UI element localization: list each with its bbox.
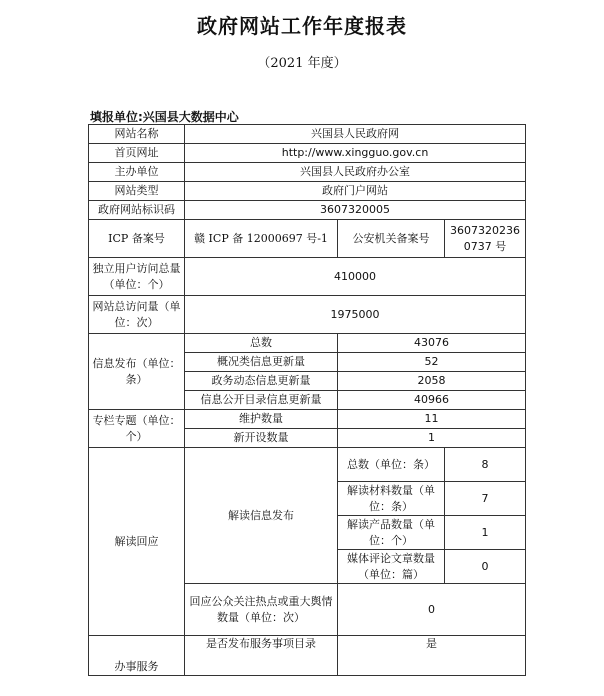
- row-site-name: [89, 125, 526, 144]
- site-name-value: 兴国县人民政府网: [185, 125, 526, 144]
- info-label: 信息发布（单位：条）: [89, 334, 185, 410]
- police-value: 36073202360737 号: [445, 220, 526, 258]
- interpret-total-label: 总数（单位：条）: [338, 448, 445, 482]
- service-catalog-label: 是否发布服务事项目录: [185, 636, 338, 676]
- homepage-value: http://www.xingguo.gov.cn: [185, 144, 526, 163]
- site-id-value: 3607320005: [185, 201, 526, 220]
- icp-label: ICP 备案号: [89, 220, 185, 258]
- info-affairs-value: 2058: [338, 372, 526, 391]
- info-affairs-label: 政务动态信息更新量: [185, 372, 338, 391]
- row-site-type: [89, 182, 526, 201]
- homepage-label: 首页网址: [89, 144, 185, 163]
- unique-visits-value: 410000: [185, 258, 526, 296]
- row-homepage: [89, 144, 526, 163]
- site-id-label: 政府网站标识码: [89, 201, 185, 220]
- info-overview-label: 概况类信息更新量: [185, 353, 338, 372]
- interpret-material-label: 解读材料数量（单位：条）: [338, 482, 445, 516]
- site-name-label: 网站名称: [89, 125, 185, 144]
- column-label: 专栏专题（单位：个）: [89, 410, 185, 448]
- filing-unit: 填报单位:兴国县大数据中心: [90, 110, 239, 124]
- column-new-value: 1: [338, 429, 526, 448]
- sponsor-value: 兴国县人民政府办公室: [185, 163, 526, 182]
- row-unique-visits: [89, 258, 526, 296]
- interpret-label: 解读回应: [89, 448, 185, 636]
- row-icp: [89, 220, 526, 258]
- police-label: 公安机关备案号: [338, 220, 445, 258]
- row-site-id: [89, 201, 526, 220]
- total-visits-label: 网站总访问量（单位：次）: [89, 296, 185, 334]
- row-interpret-total: [89, 448, 526, 482]
- info-catalog-label: 信息公开目录信息更新量: [185, 391, 338, 410]
- row-sponsor: [89, 163, 526, 182]
- info-total-label: 总数: [185, 334, 338, 353]
- report-year: （2021 年度）: [257, 56, 347, 71]
- row-total-visits: [89, 296, 526, 334]
- site-type-value: 政府门户网站: [185, 182, 526, 201]
- report-table: [88, 124, 526, 676]
- sponsor-label: 主办单位: [89, 163, 185, 182]
- interpret-product-label: 解读产品数量（单位：个）: [338, 516, 445, 550]
- interpret-total-value: 8: [445, 448, 526, 482]
- service-label: 办事服务: [89, 636, 185, 676]
- unique-visits-label: 独立用户访问总量（单位：个）: [89, 258, 185, 296]
- interpret-product-value: 1: [445, 516, 526, 550]
- info-overview-value: 52: [338, 353, 526, 372]
- info-catalog-value: 40966: [338, 391, 526, 410]
- interpret-media-value: 0: [445, 550, 526, 584]
- site-type-label: 网站类型: [89, 182, 185, 201]
- interpret-media-label: 媒体评论文章数量（单位：篇）: [338, 550, 445, 584]
- interpret-hotspot-value: 0: [338, 584, 526, 636]
- row-info-total: [89, 334, 526, 353]
- row-column-maintain: [89, 410, 526, 429]
- row-service-catalog: [89, 636, 526, 676]
- interpret-hotspot-label: 回应公众关注热点或重大舆情数量（单位：次）: [185, 584, 338, 636]
- report-title: 政府网站工作年度报表: [197, 14, 407, 38]
- service-catalog-value: 是: [338, 636, 526, 676]
- total-visits-value: 1975000: [185, 296, 526, 334]
- interpret-publish-label: 解读信息发布: [185, 448, 338, 584]
- column-maintain-label: 维护数量: [185, 410, 338, 429]
- column-maintain-value: 11: [338, 410, 526, 429]
- info-total-value: 43076: [338, 334, 526, 353]
- column-new-label: 新开设数量: [185, 429, 338, 448]
- interpret-material-value: 7: [445, 482, 526, 516]
- icp-value: 赣 ICP 备 12000697 号-1: [185, 220, 338, 258]
